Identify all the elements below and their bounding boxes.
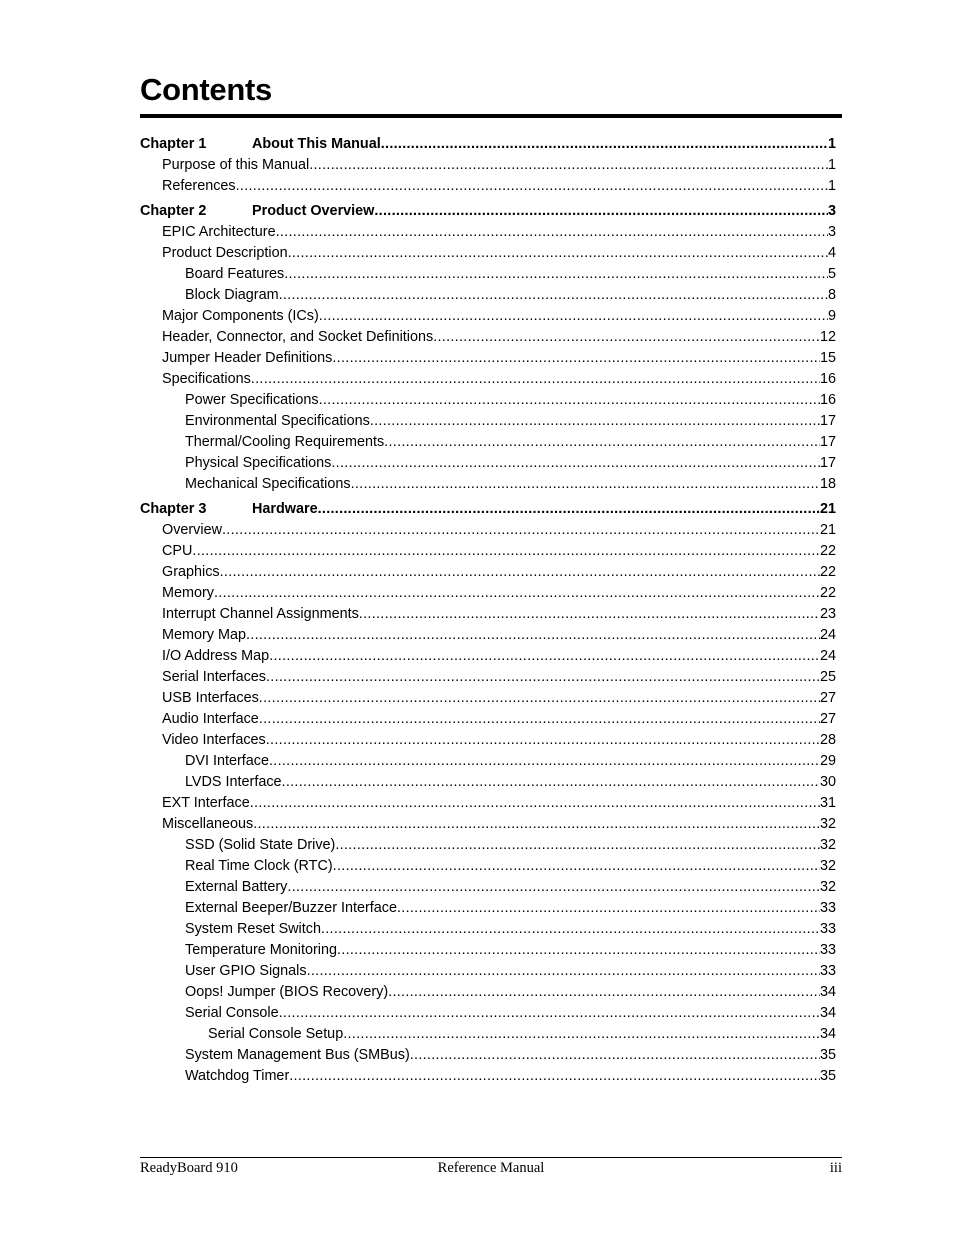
toc-chapter-number: Chapter 2: [140, 203, 207, 219]
toc-dot-leader: [279, 285, 828, 306]
toc-entry-title: Watchdog Timer: [185, 1068, 290, 1084]
toc-dot-leader: [276, 222, 828, 243]
toc-page-number: 28: [819, 732, 836, 748]
toc-section-entry[interactable]: [140, 390, 836, 411]
toc-dot-leader: [284, 264, 828, 285]
toc-section-entry[interactable]: [140, 709, 836, 730]
toc-entry-title: Audio Interface: [162, 711, 259, 727]
toc-entry-title: Thermal/Cooling Requirements: [185, 434, 385, 450]
toc-chapter-number: Chapter 1: [140, 136, 207, 152]
toc-page-number: 24: [819, 627, 836, 643]
toc-page-number: 32: [819, 837, 836, 853]
page-title: Contents: [140, 72, 272, 107]
toc-dot-leader: [214, 583, 820, 604]
toc-dot-leader: [359, 604, 820, 625]
table-of-contents: [140, 134, 836, 1087]
toc-dot-leader: [337, 940, 820, 961]
toc-section-entry[interactable]: [140, 835, 836, 856]
toc-section-entry[interactable]: [140, 919, 836, 940]
toc-page-number: 32: [819, 858, 836, 874]
toc-page-number: 16: [819, 392, 836, 408]
toc-dot-leader: [259, 709, 820, 730]
toc-page-number: 25: [819, 669, 836, 685]
toc-dot-leader: [266, 730, 820, 751]
toc-dot-leader: [319, 306, 828, 327]
toc-section-entry[interactable]: [140, 583, 836, 604]
toc-dot-leader: [222, 520, 820, 541]
toc-entry-title: Real Time Clock (RTC): [185, 858, 333, 874]
toc-entry-title: Miscellaneous: [162, 816, 254, 832]
toc-page-number: 29: [819, 753, 836, 769]
toc-page-number: 35: [819, 1047, 836, 1063]
toc-entry-title: EPIC Architecture: [162, 224, 276, 240]
toc-section-entry[interactable]: [140, 306, 836, 327]
toc-entry-title: USB Interfaces: [162, 690, 259, 706]
toc-section-entry[interactable]: [140, 793, 836, 814]
toc-entry-title: Header, Connector, and Socket Definitions: [162, 329, 434, 345]
toc-entry-title: Memory: [162, 585, 214, 601]
toc-entry-title: Specifications: [162, 371, 251, 387]
toc-section-entry[interactable]: [140, 541, 836, 562]
toc-dot-leader: [318, 499, 820, 520]
toc-section-entry[interactable]: [140, 982, 836, 1003]
toc-section-entry[interactable]: [140, 176, 836, 197]
toc-page-number: 27: [819, 711, 836, 727]
toc-entry-title: Block Diagram: [185, 287, 279, 303]
toc-page-number: 32: [819, 879, 836, 895]
toc-section-entry[interactable]: [140, 667, 836, 688]
toc-section-entry[interactable]: [140, 243, 836, 264]
toc-section-entry[interactable]: [140, 898, 836, 919]
toc-page-number: 31: [819, 795, 836, 811]
toc-section-entry[interactable]: [140, 264, 836, 285]
toc-page-number: 9: [827, 308, 836, 324]
toc-section-entry[interactable]: [140, 520, 836, 541]
toc-section-entry[interactable]: [140, 1003, 836, 1024]
toc-dot-leader: [410, 1045, 820, 1066]
toc-dot-leader: [279, 1003, 820, 1024]
footer-rule: [140, 1157, 842, 1158]
toc-dot-leader: [236, 176, 828, 197]
toc-page-number: 12: [819, 329, 836, 345]
toc-entry-title: Memory Map: [162, 627, 246, 643]
toc-dot-leader: [332, 348, 820, 369]
toc-dot-leader: [251, 369, 820, 390]
toc-entry-title: Jumper Header Definitions: [162, 350, 333, 366]
toc-section-entry[interactable]: [140, 751, 836, 772]
toc-dot-leader: [246, 625, 820, 646]
toc-entry-title: External Beeper/Buzzer Interface: [185, 900, 397, 916]
toc-dot-leader: [287, 877, 820, 898]
toc-page-number: 24: [819, 648, 836, 664]
toc-entry-title: Interrupt Channel Assignments: [162, 606, 359, 622]
toc-entry-title: Overview: [162, 522, 222, 538]
toc-page-number: 5: [827, 266, 836, 282]
toc-section-entry[interactable]: [140, 772, 836, 793]
toc-page-number: 21: [819, 501, 836, 517]
toc-page-number: 33: [819, 963, 836, 979]
toc-entry-title: DVI Interface: [185, 753, 269, 769]
toc-entry-title: Power Specifications: [185, 392, 319, 408]
toc-page-number: 33: [819, 921, 836, 937]
toc-section-entry[interactable]: [140, 327, 836, 348]
toc-dot-leader: [319, 390, 820, 411]
toc-page-number: 34: [819, 984, 836, 1000]
toc-entry-title: Serial Console: [185, 1005, 279, 1021]
toc-page-number: 15: [819, 350, 836, 366]
toc-dot-leader: [269, 646, 820, 667]
toc-section-entry[interactable]: [140, 814, 836, 835]
toc-entry-title: Video Interfaces: [162, 732, 266, 748]
toc-page-number: 22: [819, 564, 836, 580]
toc-dot-leader: [343, 1024, 820, 1045]
toc-page-number: 3: [827, 224, 836, 240]
toc-entry-title: Product Description: [162, 245, 288, 261]
toc-dot-leader: [192, 541, 820, 562]
toc-entry-title: SSD (Solid State Drive): [185, 837, 336, 853]
toc-dot-leader: [384, 432, 820, 453]
toc-entry-title: Environmental Specifications: [185, 413, 370, 429]
toc-section-entry[interactable]: [140, 285, 836, 306]
toc-section-entry[interactable]: [140, 856, 836, 877]
toc-page-number: 16: [819, 371, 836, 387]
toc-dot-leader: [288, 243, 828, 264]
toc-entry-title: System Reset Switch: [185, 921, 321, 937]
toc-entry-title: CPU: [162, 543, 193, 559]
toc-entry-title: Serial Console Setup: [208, 1026, 344, 1042]
toc-entry-title: Temperature Monitoring: [185, 942, 337, 958]
footer-page-number: iii: [829, 1160, 842, 1176]
toc-entry-title: About This Manual: [252, 136, 381, 152]
toc-dot-leader: [351, 474, 820, 495]
toc-section-entry[interactable]: [140, 411, 836, 432]
toc-entry-title: Major Components (ICs): [162, 308, 319, 324]
toc-entry-title: External Battery: [185, 879, 288, 895]
toc-page-number: 3: [827, 203, 836, 219]
toc-entry-title: System Management Bus (SMBus): [185, 1047, 410, 1063]
toc-page-number: 17: [819, 434, 836, 450]
toc-page-number: 30: [819, 774, 836, 790]
toc-entry-title: Oops! Jumper (BIOS Recovery): [185, 984, 389, 1000]
toc-entry-title: Mechanical Specifications: [185, 476, 351, 492]
toc-dot-leader: [253, 814, 820, 835]
toc-dot-leader: [374, 201, 828, 222]
toc-entry-title: Hardware: [252, 501, 318, 517]
toc-chapter-entry[interactable]: [140, 201, 836, 222]
toc-section-entry[interactable]: [140, 222, 836, 243]
toc-dot-leader: [309, 155, 828, 176]
toc-section-entry[interactable]: [140, 348, 836, 369]
toc-entry-title: User GPIO Signals: [185, 963, 307, 979]
toc-dot-leader: [381, 134, 828, 155]
toc-entry-title: References: [162, 178, 236, 194]
toc-page-number: 35: [819, 1068, 836, 1084]
toc-dot-leader: [289, 1066, 820, 1087]
toc-chapter-number: Chapter 3: [140, 501, 207, 517]
toc-dot-leader: [282, 772, 820, 793]
toc-dot-leader: [331, 453, 820, 474]
toc-section-entry[interactable]: [140, 562, 836, 583]
toc-chapter-entry[interactable]: [140, 134, 836, 155]
toc-page-number: 1: [827, 136, 836, 152]
footer-document-type: Reference Manual: [437, 1160, 545, 1176]
toc-entry-title: Purpose of this Manual: [162, 157, 310, 173]
toc-page-number: 33: [819, 942, 836, 958]
toc-section-entry[interactable]: [140, 1066, 836, 1087]
toc-entry-title: Serial Interfaces: [162, 669, 266, 685]
title-rule: [140, 114, 842, 118]
toc-page-number: 17: [819, 455, 836, 471]
toc-entry-title: EXT Interface: [162, 795, 250, 811]
toc-entry-title: Physical Specifications: [185, 455, 332, 471]
toc-dot-leader: [259, 688, 820, 709]
toc-section-entry[interactable]: [140, 688, 836, 709]
toc-page-number: 8: [827, 287, 836, 303]
toc-chapter-entry[interactable]: [140, 499, 836, 520]
toc-page-number: 1: [827, 178, 836, 194]
toc-dot-leader: [220, 562, 820, 583]
toc-section-entry[interactable]: [140, 625, 836, 646]
toc-section-entry[interactable]: [140, 1045, 836, 1066]
page-footer: [140, 1160, 842, 1178]
toc-dot-leader: [266, 667, 820, 688]
toc-page-number: 32: [819, 816, 836, 832]
toc-entry-title: Product Overview: [252, 203, 375, 219]
toc-dot-leader: [397, 898, 820, 919]
toc-section-entry[interactable]: [140, 155, 836, 176]
toc-section-entry[interactable]: [140, 940, 836, 961]
toc-section-entry[interactable]: [140, 369, 836, 390]
toc-dot-leader: [250, 793, 820, 814]
toc-entry-title: I/O Address Map: [162, 648, 270, 664]
toc-page-number: 34: [819, 1005, 836, 1021]
toc-section-entry[interactable]: [140, 432, 836, 453]
toc-dot-leader: [333, 856, 820, 877]
toc-page-number: 23: [819, 606, 836, 622]
toc-dot-leader: [321, 919, 820, 940]
toc-section-entry[interactable]: [140, 474, 836, 495]
toc-section-entry[interactable]: [140, 730, 836, 751]
toc-dot-leader: [307, 961, 820, 982]
toc-page-number: 18: [819, 476, 836, 492]
toc-section-entry[interactable]: [140, 604, 836, 625]
toc-entry-title: LVDS Interface: [185, 774, 282, 790]
footer-product-name: ReadyBoard 910: [140, 1160, 238, 1176]
toc-page-number: 22: [819, 543, 836, 559]
toc-section-entry[interactable]: [140, 453, 836, 474]
toc-dot-leader: [269, 751, 820, 772]
toc-page-number: 17: [819, 413, 836, 429]
toc-dot-leader: [370, 411, 820, 432]
toc-dot-leader: [335, 835, 820, 856]
toc-dot-leader: [433, 327, 820, 348]
toc-page-number: 22: [819, 585, 836, 601]
toc-page-number: 27: [819, 690, 836, 706]
toc-page-number: 33: [819, 900, 836, 916]
toc-page-number: 34: [819, 1026, 836, 1042]
toc-entry-title: Board Features: [185, 266, 285, 282]
toc-section-entry[interactable]: [140, 877, 836, 898]
toc-section-entry[interactable]: [140, 961, 836, 982]
toc-section-entry[interactable]: [140, 1024, 836, 1045]
toc-entry-title: Graphics: [162, 564, 220, 580]
toc-section-entry[interactable]: [140, 646, 836, 667]
toc-page-number: 4: [827, 245, 836, 261]
toc-page-number: 21: [819, 522, 836, 538]
toc-dot-leader: [388, 982, 820, 1003]
toc-page-number: 1: [827, 157, 836, 173]
